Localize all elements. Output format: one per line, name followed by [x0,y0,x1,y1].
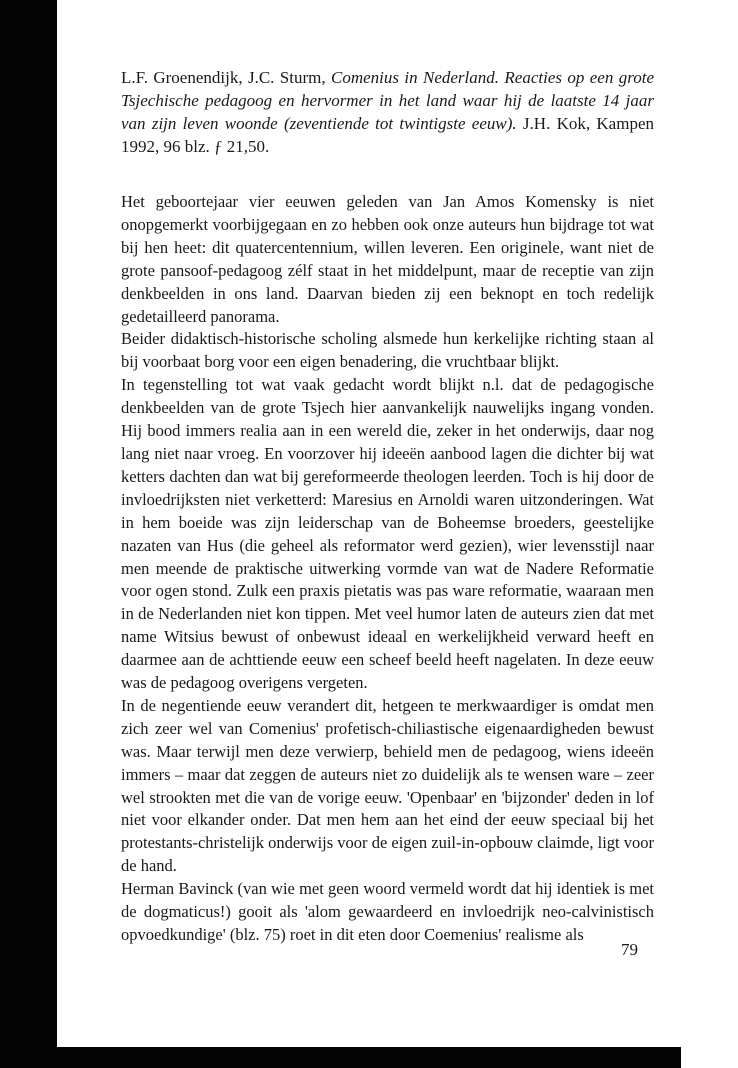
citation-publisher: J.H. Kok, Kampen 1992, 96 blz. ƒ 21,50. [121,114,654,156]
paragraph-2: Beider didaktisch-historische scholing alsmede hun kerkelijke richting staan al bij voorbaat borg voor een eigen benadering, die vruchtbaar blijkt. [121,329,654,372]
page-content [121,66,654,947]
review-body [121,191,654,947]
paragraph-3: In tegenstelling tot wat vaak gedacht wordt blijkt n.l. dat de pedagogische denkbeelden van de grote Tsjech hier aanvankelijk nauwelijks ingang vonden. Hij bood immers realia aan in een wereld die, zeker in het onderwijs, daar nog lang niet naar vroeg. En voorzover hij ideeën aanbood lagen die dichter bij wat ketters dachten dan wat bij gereformeerde theologen leerden. Toch is hij door de invloedrijksten niet verketterd: Maresius en Arnoldi waren uitzonderingen. Wat in hem boeide was zijn leiderschap van de Boheemse broeders, geestelijke nazaten van Hus (die geheel als reformator werd gezien), wier levensstijl naar men meende de praktische uitwerking vormde van wat de Nadere Reformatie voor ogen stond. Zulk een praxis pietatis was pas ware reformatie, waaraan men in de Nederlanden niet kon tippen. Met veel humor laten de auteurs zien dat met name Witsius bewust of onbewust ideaal en werkelijkheid verward heeft en daarmee aan de achttiende eeuw een scheef beeld heeft nagelaten. In deze eeuw was de pedagoog overigens vergeten. [121,375,654,693]
paragraph-4: In de negentiende eeuw verandert dit, hetgeen te merkwaardiger is omdat men zich zeer wel van Comenius' profetisch-chiliastische eigenaardigheden bewust was. Maar terwijl men deze verwierp, behield men de pedagoog, wiens ideeën immers – maar dat zeggen de auteurs niet zo duidelijk als te wensen ware – zeer wel strookten met die van de vorige eeuw. 'Openbaar' en 'bijzonder' deden in lof niet voor elkander onder. Dat men hem aan het eind der eeuw speciaal bij het protestants-christelijk onderwijs voor de eigen zuil-in-opbouw claimde, ligt voor de hand. [121,695,654,876]
paragraph-5: Herman Bavinck (van wie met geen woord vermeld wordt dat hij identiek is met de dogmaticus!) gooit als 'alom gewaardeerd en invloedrijk neo-calvinistisch opvoedkundige' (blz. 75) roet in dit eten door Coemenius' realisme als [121,879,654,944]
page-number: 79 [621,940,638,959]
citation-title: Comenius in Nederland. Reacties op een grote Tsjechische pedagoog en hervormer in het land waar hij de laatste 14 jaar van zijn leven woonde (zeventiende tot twintigste eeuw). [121,68,654,133]
scan-border-bottom [0,1047,681,1068]
book-citation [121,66,654,158]
scan-border-left [0,0,57,1068]
paragraph-1: Het geboortejaar vier eeuwen geleden van Jan Amos Komensky is niet onopgemerkt voorbijgegaan en zo hebben ook onze auteurs hun bijdrage tot wat bij hen heet: dit quatercentennium, willen leveren. Een originele, want niet de grote pansoof-pedagoog zélf staat in het middelpunt, maar de receptie van zijn denkbeelden in ons land. Daarvan bieden zij een beknopt en toch redelijk gedetailleerd panorama. [121,192,654,326]
citation-authors: L.F. Groenendijk, J.C. Sturm, [121,68,326,87]
